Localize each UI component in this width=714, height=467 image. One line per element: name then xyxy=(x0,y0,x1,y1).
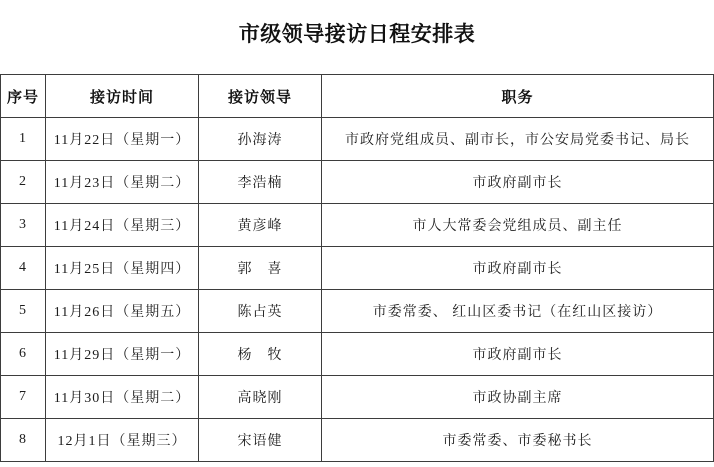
cell-position: 市政府副市长 xyxy=(322,161,714,204)
table-row xyxy=(1,118,714,161)
table-row xyxy=(1,376,714,419)
cell-time: 11月30日（星期二） xyxy=(46,376,199,419)
cell-leader: 杨 牧 xyxy=(199,333,322,376)
table-row xyxy=(1,247,714,290)
header-no: 序号 xyxy=(1,75,46,118)
cell-time: 11月25日（星期四） xyxy=(46,247,199,290)
cell-position: 市政府副市长 xyxy=(322,333,714,376)
cell-leader: 孙海涛 xyxy=(199,118,322,161)
table-header-row xyxy=(1,75,714,118)
cell-position: 市委常委、市委秘书长 xyxy=(322,419,714,462)
cell-position: 市政府党组成员、副市长，市公安局党委书记、局长 xyxy=(322,118,714,161)
cell-no: 4 xyxy=(1,247,46,290)
cell-leader: 高晓刚 xyxy=(199,376,322,419)
page-title: 市级领导接访日程安排表 xyxy=(238,23,476,46)
cell-time: 11月29日（星期一） xyxy=(46,333,199,376)
cell-position: 市人大常委会党组成员、副主任 xyxy=(322,204,714,247)
header-leader: 接访领导 xyxy=(199,75,322,118)
cell-position: 市政协副主席 xyxy=(322,376,714,419)
table-body xyxy=(1,118,714,462)
cell-no: 1 xyxy=(1,118,46,161)
cell-no: 5 xyxy=(1,290,46,333)
cell-no: 8 xyxy=(1,419,46,462)
cell-leader: 宋语健 xyxy=(199,419,322,462)
cell-leader: 黄彦峰 xyxy=(199,204,322,247)
table-row xyxy=(1,161,714,204)
cell-time: 11月23日（星期二） xyxy=(46,161,199,204)
cell-time: 12月1日（星期三） xyxy=(46,419,199,462)
table-row xyxy=(1,419,714,462)
cell-no: 2 xyxy=(1,161,46,204)
cell-leader: 李浩楠 xyxy=(199,161,322,204)
cell-time: 11月22日（星期一） xyxy=(46,118,199,161)
schedule-table xyxy=(0,74,714,462)
cell-time: 11月24日（星期三） xyxy=(46,204,199,247)
cell-leader: 陈占英 xyxy=(199,290,322,333)
cell-leader: 郭 喜 xyxy=(199,247,322,290)
table-row xyxy=(1,290,714,333)
cell-no: 6 xyxy=(1,333,46,376)
cell-position: 市委常委、 红山区委书记（在红山区接访） xyxy=(322,290,714,333)
table-row xyxy=(1,333,714,376)
header-time: 接访时间 xyxy=(46,75,199,118)
cell-position: 市政府副市长 xyxy=(322,247,714,290)
table-row xyxy=(1,204,714,247)
cell-no: 7 xyxy=(1,376,46,419)
header-position: 职务 xyxy=(322,75,714,118)
cell-time: 11月26日（星期五） xyxy=(46,290,199,333)
cell-no: 3 xyxy=(1,204,46,247)
